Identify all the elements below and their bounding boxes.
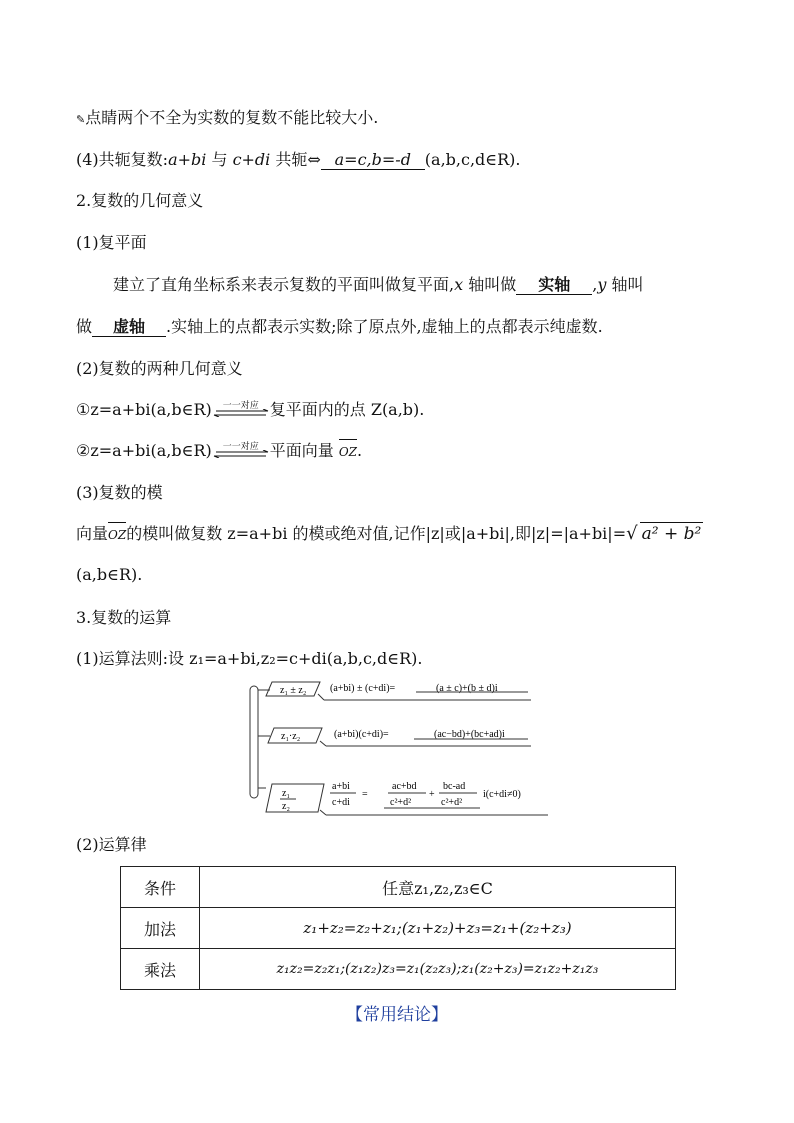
row-addition-laws: z₁+z₂=z₂+z₁;(z₁+z₂)+z₃=z₁+(z₂+z₃) <box>200 908 676 949</box>
row1-tag: z₁ ± z₂ <box>280 685 307 696</box>
row2-lhs: (a+bi)(c+di)= <box>334 729 389 740</box>
row3-frac1-den: c+di <box>332 797 350 808</box>
modulus-sqrt: a² + b² <box>641 524 702 544</box>
section-3-title: 3.复数的运算 <box>76 608 172 627</box>
row2-tag: z₁·z₂ <box>281 731 301 742</box>
row3-tail: i(c+di≠0) <box>483 789 521 800</box>
complex-plane-paragraph-2: 做 虚轴 .实轴上的点都表示实数;除了原点外,虚轴上的点都表示纯虚数. <box>76 317 603 336</box>
row-addition-label: 加法 <box>121 908 200 949</box>
conjugate-blank: a=c,b=-d <box>321 151 425 170</box>
row1-rhs: (a ± c)+(b ± d)i <box>436 683 498 694</box>
real-axis-blank: 实轴 <box>516 276 592 295</box>
double-arrow-icon <box>212 450 270 458</box>
geometric-meaning-1: ①z=a+bi(a,b∈R) 一一对应 复平面内的点 Z(a,b). <box>76 400 425 419</box>
table-row <box>121 949 676 990</box>
complex-plane-paragraph-1: 建立了直角坐标系来表示复数的平面叫做复平面,x 轴叫做 实轴 ,y 轴叫 <box>113 275 644 294</box>
geometric-meaning-2: ②z=a+bi(a,b∈R) 一一对应 平面向量 OZ. <box>76 440 362 463</box>
row-multiplication-laws: z₁z₂=z₂z₁;(z₁z₂)z₃=z₁(z₂z₃);z₁(z₂+z₃)=z₁z₂+z₁z₃ <box>200 949 676 990</box>
section-3-2-title: (2)运算律 <box>76 835 147 854</box>
section-2-1-title: (1)复平面 <box>76 233 147 252</box>
note-text: 点睛两个不全为实数的复数不能比较大小. <box>85 108 379 127</box>
section-2-2-title: (2)复数的两种几何意义 <box>76 359 243 378</box>
double-arrow-icon <box>212 409 270 417</box>
imaginary-axis-blank: 虚轴 <box>92 318 166 337</box>
one-to-one-arrow: 一一对应 <box>212 442 270 462</box>
row-multiplication-label: 乘法 <box>121 949 200 990</box>
table-row <box>121 867 676 908</box>
row3-tag-den: z₂ <box>282 801 290 812</box>
header-condition: 条件 <box>121 867 200 908</box>
row3-tag-box <box>266 784 324 812</box>
conjugate-line: (4)共轭复数:a+bi 与 c+di 共轭⇔ a=c,b=-d (a,b,c,d∈R). <box>76 150 521 169</box>
row3-frac2-num: ac+bd <box>392 781 417 792</box>
note-line <box>76 107 378 131</box>
row3-eq: = <box>362 789 368 800</box>
table-row <box>121 908 676 949</box>
row3-tag-num: z₁ <box>282 788 290 799</box>
operation-rules-diagram <box>246 676 556 821</box>
row1-lhs: (a+bi) ± (c+di)= <box>330 683 396 694</box>
row3-frac3-num: bc-ad <box>443 781 466 792</box>
row3-frac2-den: c²+d² <box>390 797 412 808</box>
modulus-line-2: (a,b∈R). <box>76 565 143 584</box>
vector-oz: OZ <box>108 524 126 546</box>
one-to-one-arrow: 一一对应 <box>212 401 270 421</box>
section-2-title: 2.复数的几何意义 <box>76 191 204 210</box>
row3-plus: + <box>429 789 435 800</box>
section-3-1-title: (1)运算法则:设 z₁=a+bi,z₂=c+di(a,b,c,d∈R). <box>76 649 423 668</box>
row2-rhs: (ac−bd)+(bc+ad)i <box>434 729 505 740</box>
row3-frac3-den: c²+d² <box>441 797 463 808</box>
common-conclusions-tag: 【常用结论】 <box>346 1005 448 1025</box>
row3-frac1-num: a+bi <box>332 781 350 792</box>
section-2-3-title: (3)复数的模 <box>76 483 163 502</box>
modulus-line-1: 向量OZ的模叫做复数 z=a+bi 的模或绝对值,记作|z|或|a+bi|,即|z|=|a+bi|=√ a² + b² <box>76 523 702 544</box>
operation-laws-table <box>120 866 676 990</box>
vector-oz: OZ <box>339 441 357 463</box>
pencil-note-icon: ✎ <box>76 113 86 126</box>
header-any: 任意z₁,z₂,z₃∈C <box>200 867 676 908</box>
sqrt-icon: √ <box>626 523 638 544</box>
